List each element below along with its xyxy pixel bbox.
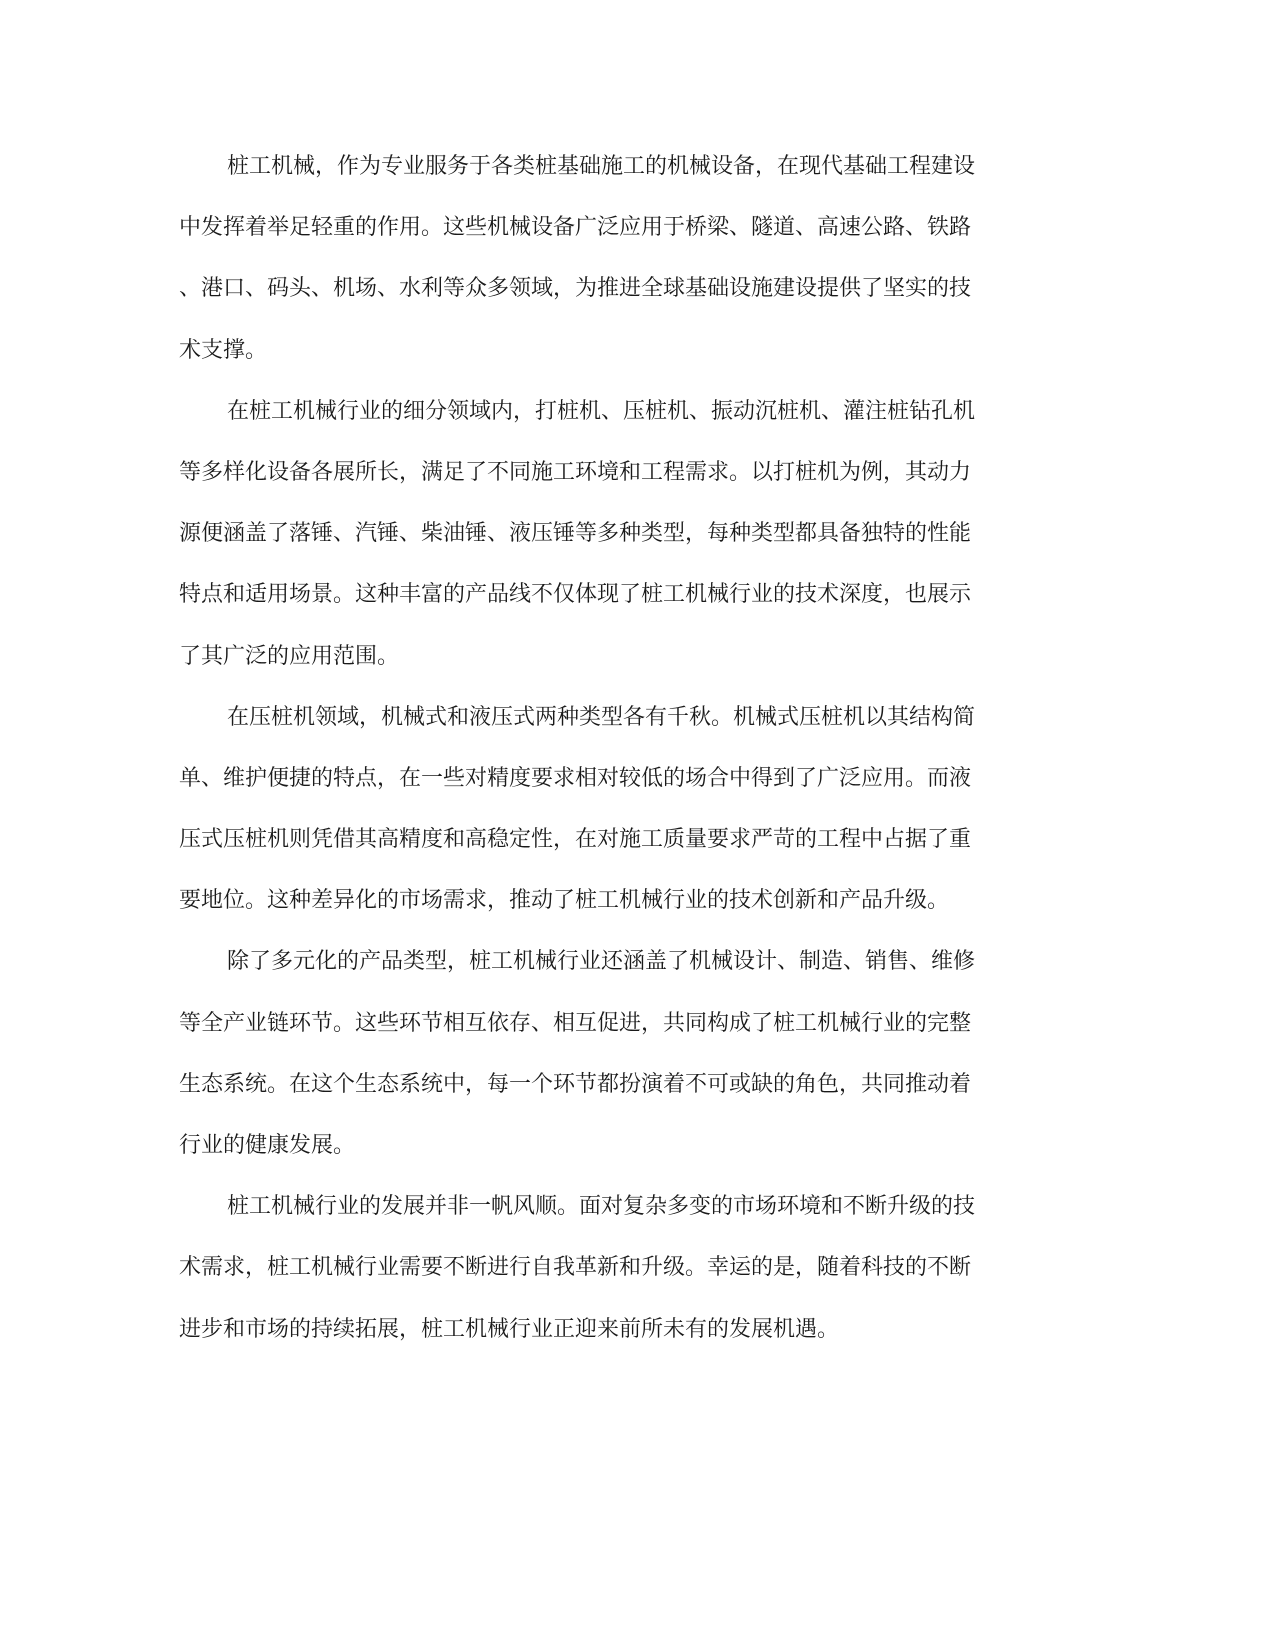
paragraph-3: [179, 695, 1039, 940]
text-line: 压式压桩机则凭借其高精度和高稳定性，在对施工质量要求严苛的工程中占据了重: [179, 827, 972, 853]
text-line: 源便涵盖了落锤、汽锤、柴油锤、液压锤等多种类型，每种类型都具备独特的性能: [179, 521, 972, 547]
text-line: 生态系统。在这个生态系统中，每一个环节都扮演着不可或缺的角色，共同推动着: [179, 1071, 972, 1097]
text-line: 在压桩机领域，机械式和液压式两种类型各有千秋。机械式压桩机以其结构简: [227, 704, 976, 730]
text-line: 要地位。这种差异化的市场需求，推动了桩工机械行业的技术创新和产品升级。: [179, 888, 950, 914]
text-line: 等全产业链环节。这些环节相互依存、相互促进，共同构成了桩工机械行业的完整: [179, 1010, 972, 1036]
text-line: 了其广泛的应用范围。: [179, 643, 400, 669]
text-line: 术需求，桩工机械行业需要不断进行自我革新和升级。幸运的是，随着科技的不断: [179, 1255, 972, 1281]
text-line: 行业的健康发展。: [179, 1133, 356, 1158]
text-line: 中发挥着举足轻重的作用。这些机械设备广泛应用于桥梁、隧道、高速公路、铁路: [179, 215, 972, 241]
paragraph-1: [179, 144, 1039, 389]
text-line: 单、维护便捷的特点，在一些对精度要求相对较低的场合中得到了广泛应用。而液: [179, 765, 972, 791]
document-body: [179, 144, 1039, 1368]
text-line: 进步和市场的持续拓展，桩工机械行业正迎来前所未有的发展机遇。: [179, 1316, 840, 1342]
paragraph-5: [179, 1184, 1039, 1368]
text-line: 特点和适用场景。这种丰富的产品线不仅体现了桩工机械行业的技术深度，也展示: [179, 582, 972, 608]
text-line: 除了多元化的产品类型，桩工机械行业还涵盖了机械设计、制造、销售、维修: [227, 949, 976, 975]
paragraph-2: [179, 389, 1039, 695]
text-line: 等多样化设备各展所长，满足了不同施工环境和工程需求。以打桩机为例，其动力: [179, 459, 972, 485]
paragraph-4: [179, 939, 1039, 1184]
text-line: 、港口、码头、机场、水利等众多领域，为推进全球基础设施建设提供了坚实的技: [179, 276, 972, 302]
text-line: 桩工机械，作为专业服务于各类桩基础施工的机械设备，在现代基础工程建设: [227, 154, 976, 179]
text-line: 桩工机械行业的发展并非一帆风顺。面对复杂多变的市场环境和不断升级的技: [227, 1194, 976, 1220]
text-line: 术支撑。: [179, 337, 268, 363]
text-line: 在桩工机械行业的细分领域内，打桩机、压桩机、振动沉桩机、灌注桩钻孔机: [227, 398, 976, 424]
